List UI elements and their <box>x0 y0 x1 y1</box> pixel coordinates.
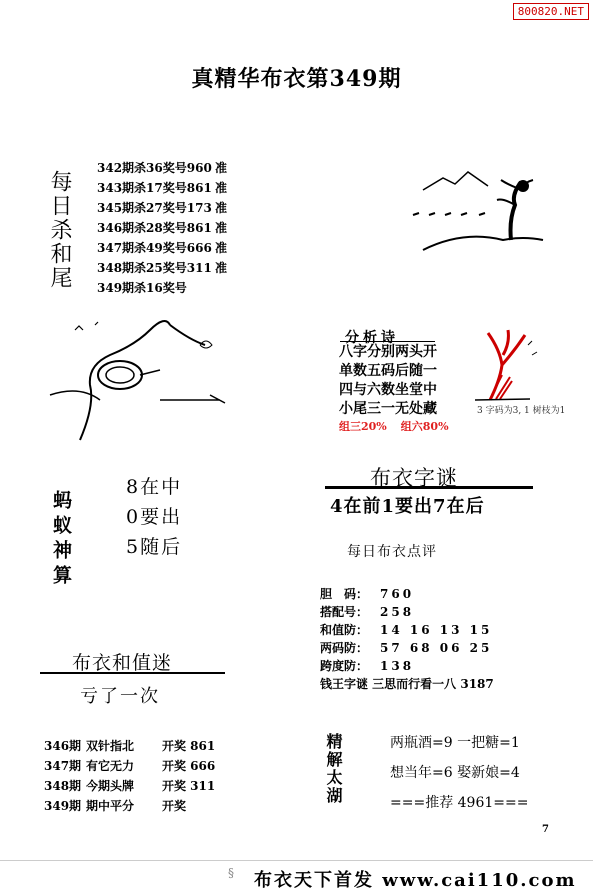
taihu-line: 想当年=6 娶新娘=4 <box>390 765 520 781</box>
draw: 开奖 <box>162 799 187 813</box>
riddle-rule <box>325 486 533 489</box>
taihu-line: 两瓶酒=9 一把糖=1 <box>390 735 520 751</box>
kill-text: 345期杀27奖号173 <box>97 201 212 215</box>
value-box-title: 布衣和值迷 <box>72 652 173 674</box>
list-item <box>97 258 227 278</box>
list-item <box>97 198 227 218</box>
hint: 今期头牌 <box>86 779 135 793</box>
period: 348期 <box>44 779 82 793</box>
kill-text: 343期杀17奖号861 <box>97 181 212 195</box>
hint: 双针指北 <box>86 739 135 753</box>
hint: 期中平分 <box>86 799 135 813</box>
draw: 开奖 311 <box>162 779 216 793</box>
footer-text: 布衣天下首发 www.cai110.com <box>254 870 577 891</box>
site-watermark: 800820.NET <box>513 3 589 20</box>
page-title: 真精华布衣第349期 <box>191 66 402 92</box>
kill-text: 349期杀16奖号 <box>97 281 187 295</box>
period: 346期 <box>44 739 82 753</box>
snake-branch-sketch-image <box>40 305 240 445</box>
list-item <box>97 278 227 298</box>
daily-kill-list <box>97 158 227 298</box>
daily-kill-label: 每日杀和尾 <box>47 170 72 290</box>
table-row <box>44 776 215 796</box>
row-value: 钱王字谜 三思而行看一八 3187 <box>320 677 494 691</box>
history-list <box>44 736 215 816</box>
list-item <box>320 603 494 621</box>
taihu-line: ===推荐 4961=== <box>390 795 529 811</box>
kill-text: 346期杀28奖号861 <box>97 221 212 235</box>
poem-line: 单数五码后随一 <box>339 363 437 379</box>
poem-percentages <box>339 418 463 434</box>
poem-title: 分析诗 <box>345 330 399 346</box>
row-key: 胆 码： <box>320 587 369 601</box>
kill-mark: 准 <box>215 181 228 195</box>
row-value: 138 <box>380 659 415 673</box>
landscape-sketch-image <box>393 160 553 260</box>
kill-text: 342期杀36奖号960 <box>97 161 212 175</box>
taihu-label: 精解太湖 <box>324 733 343 805</box>
riddle-text: 4在前1要出7在后 <box>330 496 485 517</box>
list-item <box>320 621 494 639</box>
kill-mark: 准 <box>215 221 228 235</box>
kill-mark: 准 <box>215 161 228 175</box>
kill-text: 348期杀25奖号311 <box>97 261 212 275</box>
page-number: 7 <box>542 824 549 835</box>
footer-mark-icon: § <box>228 866 234 880</box>
daily-comment-title: 每日布衣点评 <box>347 544 437 560</box>
row-key: 跨度防： <box>320 659 369 673</box>
row-value: 14 16 13 15 <box>380 623 493 637</box>
kill-text: 347期杀49奖号666 <box>97 241 212 255</box>
group-six-percent: 组六80% <box>400 420 449 433</box>
ant-line: 8在中 <box>126 476 183 498</box>
poem-title-rule <box>340 341 435 342</box>
poem-line: 小尾三一无处藏 <box>339 401 437 417</box>
poem-line: 八字分别两头开 <box>339 344 437 360</box>
list-item <box>320 657 494 675</box>
row-value: 258 <box>380 605 415 619</box>
ant-line: 0要出 <box>126 506 183 528</box>
kill-mark: 准 <box>215 261 228 275</box>
row-key: 两码防： <box>320 641 369 655</box>
row-key: 和值防： <box>320 623 369 637</box>
list-item <box>97 238 227 258</box>
table-row <box>44 796 215 816</box>
list-item <box>320 639 494 657</box>
row-value: 57 68 06 25 <box>380 641 493 655</box>
kill-mark: 准 <box>215 241 228 255</box>
period: 347期 <box>44 759 82 773</box>
red-tree-sketch-image <box>470 325 550 403</box>
row-key: 搭配号： <box>320 605 369 619</box>
tree-note: 3 字码为3, 1 树枝为1 <box>477 406 566 416</box>
poem-line: 四与六数坐堂中 <box>339 382 437 398</box>
ant-line: 5随后 <box>126 536 183 558</box>
footer-divider <box>0 860 593 861</box>
daily-comment-rows <box>320 585 494 693</box>
list-item <box>97 178 227 198</box>
hint: 有它无力 <box>86 759 135 773</box>
period: 349期 <box>44 799 82 813</box>
money-riddle <box>320 675 494 693</box>
list-item <box>320 585 494 603</box>
table-row <box>44 756 215 776</box>
draw: 开奖 666 <box>162 759 216 773</box>
draw: 开奖 861 <box>162 739 216 753</box>
kill-mark: 准 <box>215 201 228 215</box>
list-item <box>97 158 227 178</box>
poem-body <box>339 343 437 419</box>
ant-calc-list <box>126 472 182 562</box>
value-box-subtitle: 亏了一次 <box>80 686 160 707</box>
row-value: 760 <box>380 587 415 601</box>
list-item <box>97 218 227 238</box>
ant-calc-label: 蚂蚁神算 <box>50 490 72 590</box>
group-three-percent: 组三20% <box>339 420 387 433</box>
value-box-rule <box>40 672 225 674</box>
riddle-title: 布衣字谜 <box>370 466 458 490</box>
table-row <box>44 736 215 756</box>
taihu-lines <box>390 728 528 818</box>
